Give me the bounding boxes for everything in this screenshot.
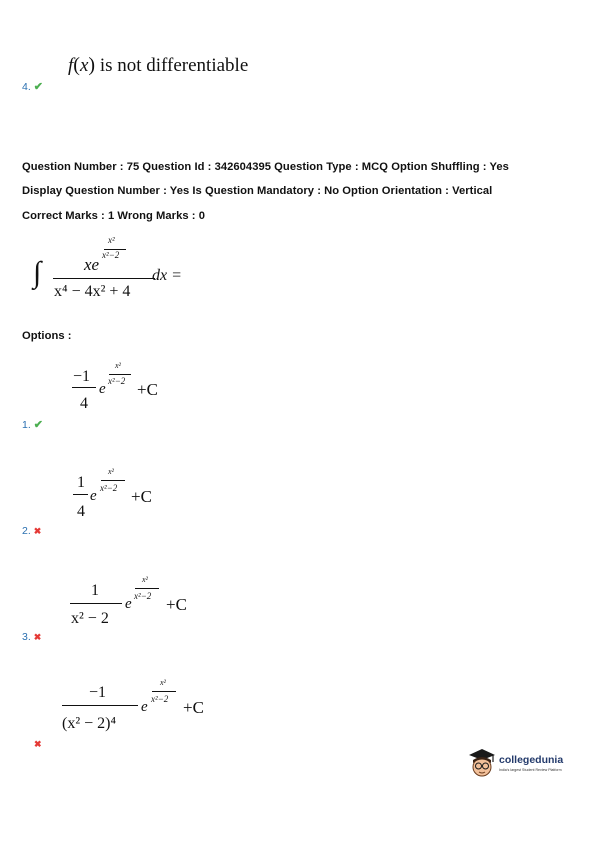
question-meta-line-3: Correct Marks : 1 Wrong Marks : 0 — [22, 210, 205, 222]
option-1-tail: +C — [137, 380, 158, 399]
option-3-coef-den: x² − 2 — [71, 610, 109, 627]
function-f: f — [68, 55, 74, 76]
option-2-coef-num: 1 — [77, 474, 85, 491]
cross-icon: ✖ — [33, 526, 42, 536]
option-4-base: e — [141, 699, 148, 715]
logo-name: collegedunia — [499, 754, 564, 766]
previous-option-4: f(x) is not differentiable — [68, 54, 249, 76]
option-3-exp-num: x² — [142, 575, 148, 584]
option-4-coef-den: (x² − 2)⁴ — [62, 715, 117, 732]
cross-icon: ✖ — [34, 739, 42, 749]
option-1-base: e — [99, 381, 106, 397]
option-3-coef-num: 1 — [91, 582, 99, 599]
option-number-3: 3. ✖ — [22, 631, 42, 643]
question-meta-line-2: Display Question Number : Yes Is Question Mandatory : No Option Orientation : Vertical — [22, 185, 493, 197]
option-1-exp-num: x² — [115, 361, 121, 370]
option-4-exp-bar — [152, 691, 176, 692]
option-4-exp-den: x²−2 — [151, 694, 169, 704]
question-meta-line-1: Question Number : 75 Question Id : 342604395 Question Type : MCQ Option Shuffling : Yes — [22, 161, 509, 173]
option-3-tail: +C — [166, 595, 187, 614]
option-2-exp-num: x² — [108, 467, 114, 476]
option-number-4: 4. ✔ — [22, 81, 43, 93]
check-icon: ✔ — [33, 81, 43, 93]
numerator-exp-num: x² — [108, 235, 115, 245]
option-number-4 — [34, 738, 42, 750]
option-3-base: e — [125, 596, 132, 612]
options-label: Options : — [22, 330, 72, 342]
option-number-2: 2. ✖ — [22, 525, 42, 537]
option-2-coef-den: 4 — [77, 503, 85, 520]
option-4-coef-num: −1 — [89, 684, 107, 701]
previous-option-text: is not differentiable — [99, 55, 249, 76]
option-1-exp-den: x²−2 — [108, 376, 126, 386]
question-tail: dx = — [152, 267, 182, 284]
option-3-exp-den: x²−2 — [134, 591, 152, 601]
option-4-tail: +C — [183, 698, 204, 717]
cross-icon: ✖ — [33, 632, 42, 642]
collegedunia-logo — [467, 746, 585, 780]
integral-sign: ∫ — [33, 256, 42, 289]
check-icon: ✔ — [33, 419, 43, 431]
option-4-exp-num: x² — [160, 678, 166, 687]
logo-tagline: India's largest Student Review Platform — [499, 768, 562, 772]
option-4-coef-bar — [62, 705, 138, 706]
numerator-exp-den: x²−2 — [102, 250, 120, 260]
numerator-base: xe — [84, 255, 100, 274]
denominator: x⁴ − 4x² + 4 — [54, 283, 131, 300]
option-2-exp-den: x²−2 — [100, 483, 118, 493]
graduate-mascot-icon — [467, 746, 497, 778]
option-2-base: e — [90, 488, 97, 504]
option-1-coef-den: 4 — [80, 395, 88, 412]
function-var: x — [79, 55, 89, 76]
option-number-1: 1. ✔ — [22, 419, 43, 431]
option-1-coef-num: −1 — [73, 368, 91, 385]
option-2-tail: +C — [131, 487, 152, 506]
